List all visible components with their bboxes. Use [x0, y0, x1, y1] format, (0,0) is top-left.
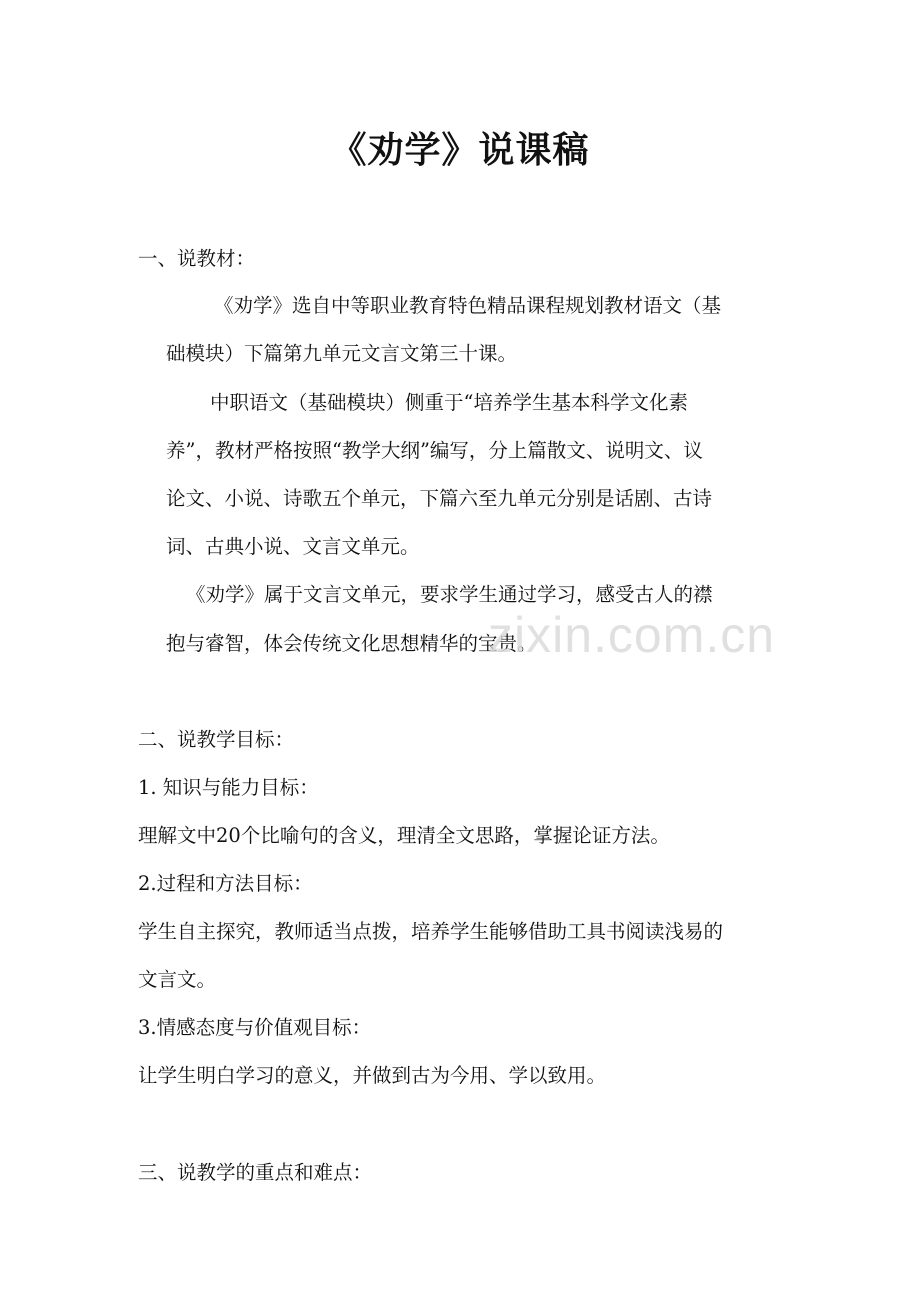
- goal2-text-line1: 学生自主探究，教师适当点拨，培养学生能够借助工具书阅读浅易的: [138, 920, 724, 943]
- section1-p2-line3: 论文、小说、诗歌五个单元，下篇六至九单元分别是话剧、古诗: [166, 487, 713, 510]
- watermark: zixin.com.cn: [488, 607, 776, 663]
- goal3-title: 3.情感态度与价值观目标：: [138, 1016, 372, 1039]
- document-title: 《劝学》说课稿: [330, 129, 590, 171]
- section1-p3-line2: 抱与睿智，体会传统文化思想精华的宝贵。: [166, 632, 537, 655]
- section1-p3-line1: 《劝学》属于文言文单元，要求学生通过学习，感受古人的襟: [186, 583, 713, 606]
- section1-p1-line2: 础模块）下篇第九单元文言文第三十课。: [166, 342, 518, 365]
- section1-p2-line4: 词、古典小说、文言文单元。: [166, 535, 420, 558]
- section1-p2-line2: 养”，教材严格按照“教学大纲”编写，分上篇散文、说明文、议: [166, 439, 703, 462]
- goal1-text: 理解文中20个比喻句的含义，理清全文思路，掌握论证方法。: [138, 824, 670, 847]
- section1-p1-line1: 《劝学》选自中等职业教育特色精品课程规划教材语文（基: [214, 294, 722, 317]
- goal2-text-line2: 文言文。: [138, 968, 217, 991]
- goal3-text: 让学生明白学习的意义，并做到古为今用、学以致用。: [138, 1064, 607, 1087]
- goal1-title: 1. 知识与能力目标：: [138, 776, 319, 799]
- section2-heading: 二、说教学目标：: [138, 728, 295, 751]
- section3-heading: 三、说教学的重点和难点：: [138, 1161, 373, 1184]
- goal2-title: 2.过程和方法目标：: [138, 872, 313, 895]
- section1-p2-line1: 中职语文（基础模块）侧重于“培养学生基本科学文化素: [210, 391, 688, 414]
- section1-heading: 一、说教材：: [138, 247, 256, 270]
